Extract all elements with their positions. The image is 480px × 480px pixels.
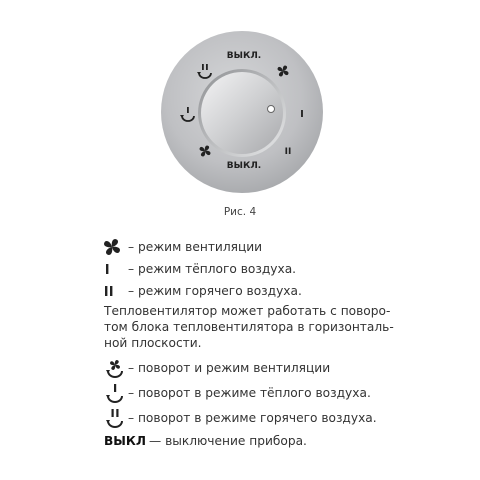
legend-row-fan — [104, 236, 474, 258]
rotation-text-fan: – поворот и режим вентиляции — [128, 360, 331, 375]
legend-text-hot: – режим горячего воздуха. — [128, 284, 302, 298]
paragraph-line: том блока тепловентилятора в горизонталь- — [104, 320, 394, 334]
dial-mark-two-bottom: II — [284, 147, 292, 157]
fan-icon — [104, 239, 128, 255]
off-text: — выключение прибора. — [149, 434, 307, 448]
legend-row-hot — [104, 280, 474, 302]
rotation-row-hot — [104, 405, 474, 430]
dial-svg — [0, 0, 480, 200]
rotary-knob[interactable] — [201, 72, 283, 154]
rotation-row-warm — [104, 380, 474, 405]
knob-indicator-dot — [268, 106, 275, 113]
double-bar-icon — [104, 285, 128, 297]
rotate-double-icon — [104, 407, 128, 429]
off-row — [104, 430, 474, 452]
paragraph-line: Тепловентилятор может работать с поворо- — [104, 304, 391, 318]
legend-text-warm: – режим тёплого воздуха. — [128, 262, 297, 276]
rotation-legend — [104, 355, 474, 452]
rotation-paragraph — [104, 303, 404, 351]
dial-label-bottom: ВЫКЛ. — [226, 161, 262, 171]
paragraph-line: ной плоскости. — [104, 336, 202, 350]
rotate-single-icon — [104, 382, 128, 404]
legend-row-warm — [104, 258, 474, 280]
mode-legend — [104, 236, 474, 302]
control-dial-figure — [0, 0, 480, 200]
dial-mark-one: I — [300, 109, 304, 120]
single-bar-icon — [104, 263, 128, 275]
legend-text-fan: – режим вентиляции — [128, 240, 263, 254]
dial-label-top: ВЫКЛ. — [226, 51, 262, 61]
rotation-row-fan — [104, 355, 474, 380]
off-label: ВЫКЛ — [104, 434, 147, 448]
rotate-fan-icon — [104, 357, 128, 379]
rotation-text-warm: – поворот в режиме тёплого воздуха. — [128, 385, 371, 400]
figure-caption: Рис. 4 — [223, 206, 257, 218]
rotation-text-hot: – поворот в режиме горячего воздуха. — [128, 410, 377, 425]
